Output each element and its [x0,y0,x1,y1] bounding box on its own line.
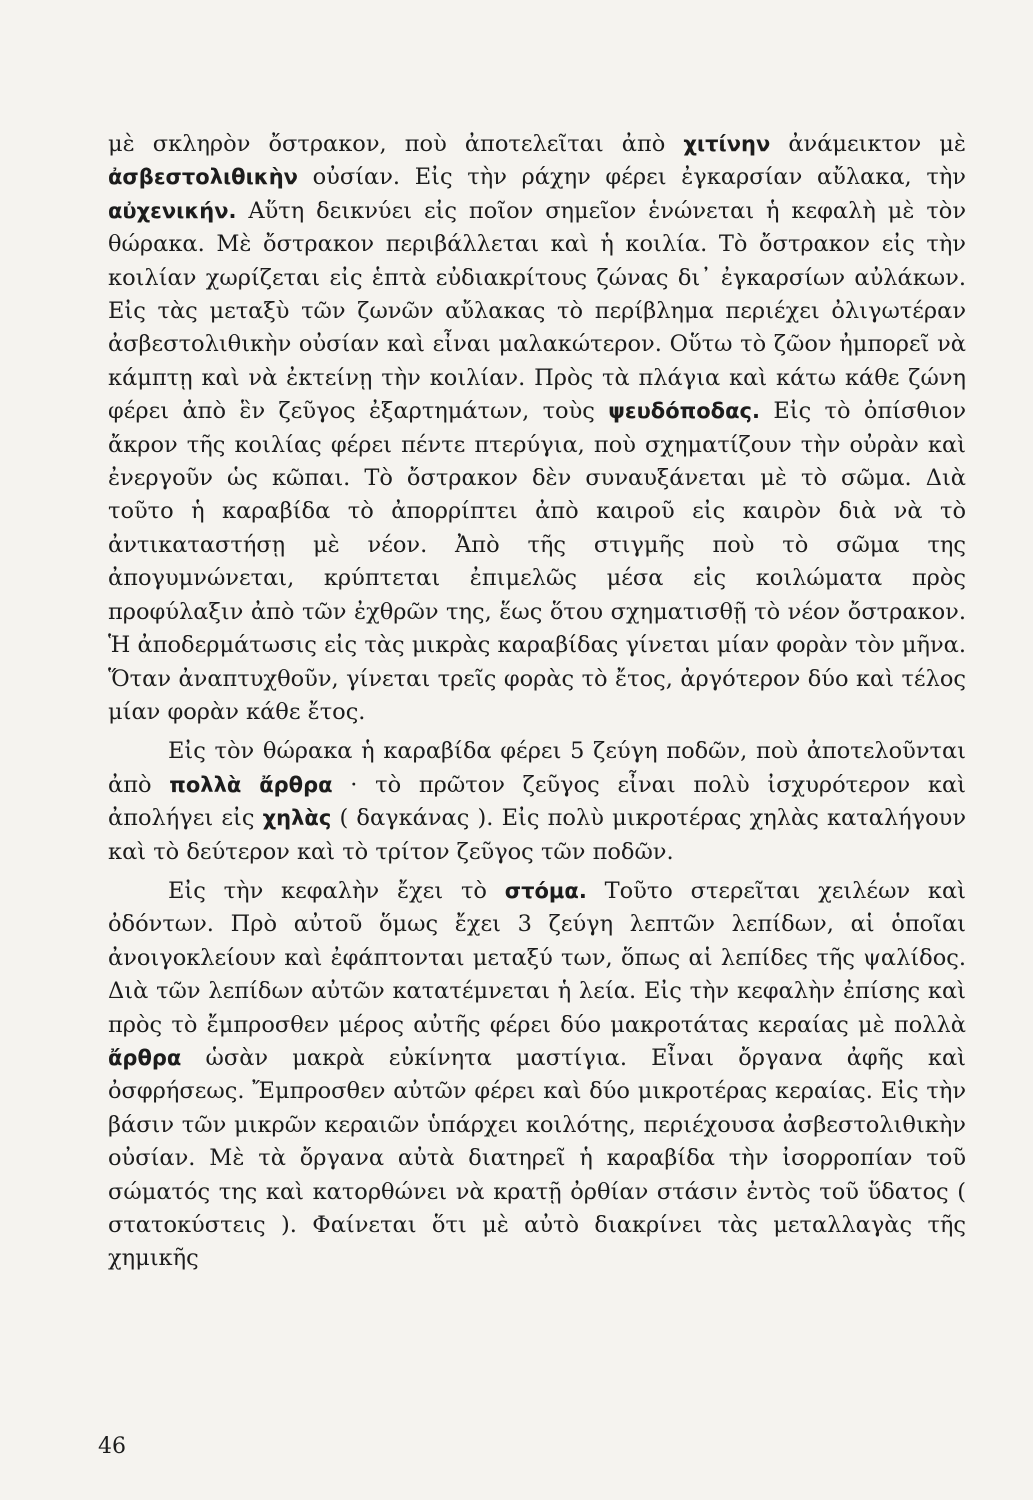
text-segment: μὲ σκληρὸν ὄστρακον, ποὺ ἀποτελεῖται ἀπὸ [108,131,684,157]
paragraph-1 [108,128,966,729]
text-segment: Εἰς τὸ ὀπίσθιον ἄκρον τῆς κοιλίας φέρει πέντε πτερύγια, ποὺ σχηματίζουν τὴν οὐρὰν καὶ ἐνεργοῦν ὡς κῶπαι. Τὸ ὄστρακον δὲν συναυξάνεται μὲ τὸ σῶμα. Διὰ τοῦτο ἡ καραβίδα τὸ ἀπορρίπτει ἀπὸ καιροῦ εἰς καιρὸν διὰ νὰ τὸ ἀντικαταστήσῃ μὲ νέον. Ἀπὸ τῆς στιγμῆς ποὺ τὸ σῶμα της ἀπογυμνώνεται, κρύπτεται ἐπιμελῶς μέσα εἰς κοιλώματα πρὸς προφύλαξιν ἀπὸ τῶν ἐχθρῶν της, ἕως ὅτου σχηματισθῇ τὸ νέον ὄστρακον. Ἡ ἀποδερμάτωσις εἰς τὰς μικρὰς καραβίδας γίνεται μίαν φορὰν τὸν μῆνα. Ὅταν ἀναπτυχθοῦν, γίνεται τρεῖς φορὰς τὸ ἔτος, ἀργότερον δύο καὶ τέλος μίαν φορὰν κάθε ἔτος. [108,398,967,725]
body-text [108,128,966,1276]
text-segment: ὡσὰν μακρὰ εὐκίνητα μαστίγια. Εἶναι ὄργανα ἀφῆς καὶ ὀσφρήσεως. Ἔμπροσθεν αὐτῶν φέρει καὶ δύο μικροτέρας κεραίας. Εἰς τὴν βάσιν τῶν μικρῶν κεραιῶν ὑπάρχει κοιλότης, περιέχουσα ἀσβεστολιθικὴν οὐσίαν. Μὲ τὰ ὄργανα αὐτὰ διατηρεῖ ἡ καραβίδα τὴν ἰσορροπίαν τοῦ σώματός της καὶ κατορθώνει νὰ κρατῇ ὀρθίαν στάσιν ἐντὸς τοῦ ὕδατος ( στατοκύστεις ). Φαίνεται ὅτι μὲ αὐτὸ διακρίνει τὰς μεταλλαγὰς τῆς χημικῆς [108,1044,966,1272]
bold-term: ἄρθρα [108,1045,182,1070]
paragraph-2 [108,735,966,869]
bold-term: στόμα. [504,878,587,903]
text-segment: ( δαγκάνας ). Εἰς πολὺ μικροτέρας χηλὰς καταλήγουν καὶ τὸ δεύτερον καὶ τὸ τρίτον ζεῦγος τῶν ποδῶν. [108,805,967,865]
text-segment: ἀνάμεικτον μὲ [770,131,967,157]
page-number: 46 [98,1434,126,1459]
text-segment: Εἰς τὴν κεφαλὴν ἔχει τὸ [168,877,505,904]
bold-term: χιτίνην [683,132,771,156]
text-segment: Τοῦτο στερεῖται χειλέων καὶ ὀδόντων. Πρὸ αὐτοῦ ὅμως ἔχει 3 ζεύγη λεπτῶν λεπίδων, αἱ ὁποῖαι ἀνοιγοκλείουν καὶ ἐφάπτονται μεταξύ των, ὅπως αἱ λεπίδες τῆς ψαλίδος. Διὰ τῶν λεπίδων αὐτῶν κατατέμνεται ἡ λεία. Εἰς τὴν κεφαλὴν ἐπίσης καὶ πρὸς τὸ ἔμπροσθεν μέρος αὐτῆς φέρει δύο μακροτάτας κεραίας μὲ πολλὰ [108,877,967,1038]
text-segment: · τὸ πρῶτον ζεῦγος εἶναι πολὺ ἰσχυρότερον καὶ ἀπολήγει εἰς [108,771,967,832]
bold-term: ἀσβεστολιθικὴν [108,165,298,190]
text-segment: Αὕτη δεικνύει εἰς ποῖον σημεῖον ἑνώνεται ἡ κεφαλὴ μὲ τὸν θώρακα. Μὲ ὄστρακον περιβάλλεται καὶ ἡ κοιλία. Τὸ ὄστρακον εἰς τὴν κοιλίαν χωρίζεται εἰς ἑπτὰ εὐδιακρίτους ζώνας δι᾿ ἐγκαρσίων αὐλάκων. Εἰς τὰς μεταξὺ τῶν ζωνῶν αὔλακας τὸ περίβλημα περιέχει ὀλιγωτέραν ἀσβεστολιθικὴν οὐσίαν καὶ εἶναι μαλακώτερον. Οὕτω τὸ ζῶον ἠμπορεῖ νὰ κάμπτῃ καὶ νὰ ἐκτείνῃ τὴν κοιλίαν. Πρὸς τὰ πλάγια καὶ κάτω κάθε ζώνη φέρει ἀπὸ ἓν ζεῦγος ἐξαρτημάτων, τοὺς [108,197,966,425]
text-segment: Εἰς τὸν θώρακα ἡ καραβίδα φέρει 5 ζεύγη ποδῶν, ποὺ ἀποτελοῦνται ἀπὸ [108,738,966,798]
bold-term: χηλὰς [262,806,332,831]
bold-term: αὐχενικήν. [108,198,237,223]
bold-term: πολλὰ ἄρθρα [169,772,333,797]
text-segment: οὐσίαν. Εἰς τὴν ράχην φέρει ἐγκαρσίαν αὔλακα, τὴν [297,164,966,191]
bold-term: ψευδόποδας. [608,399,760,424]
paragraph-3 [108,875,966,1276]
